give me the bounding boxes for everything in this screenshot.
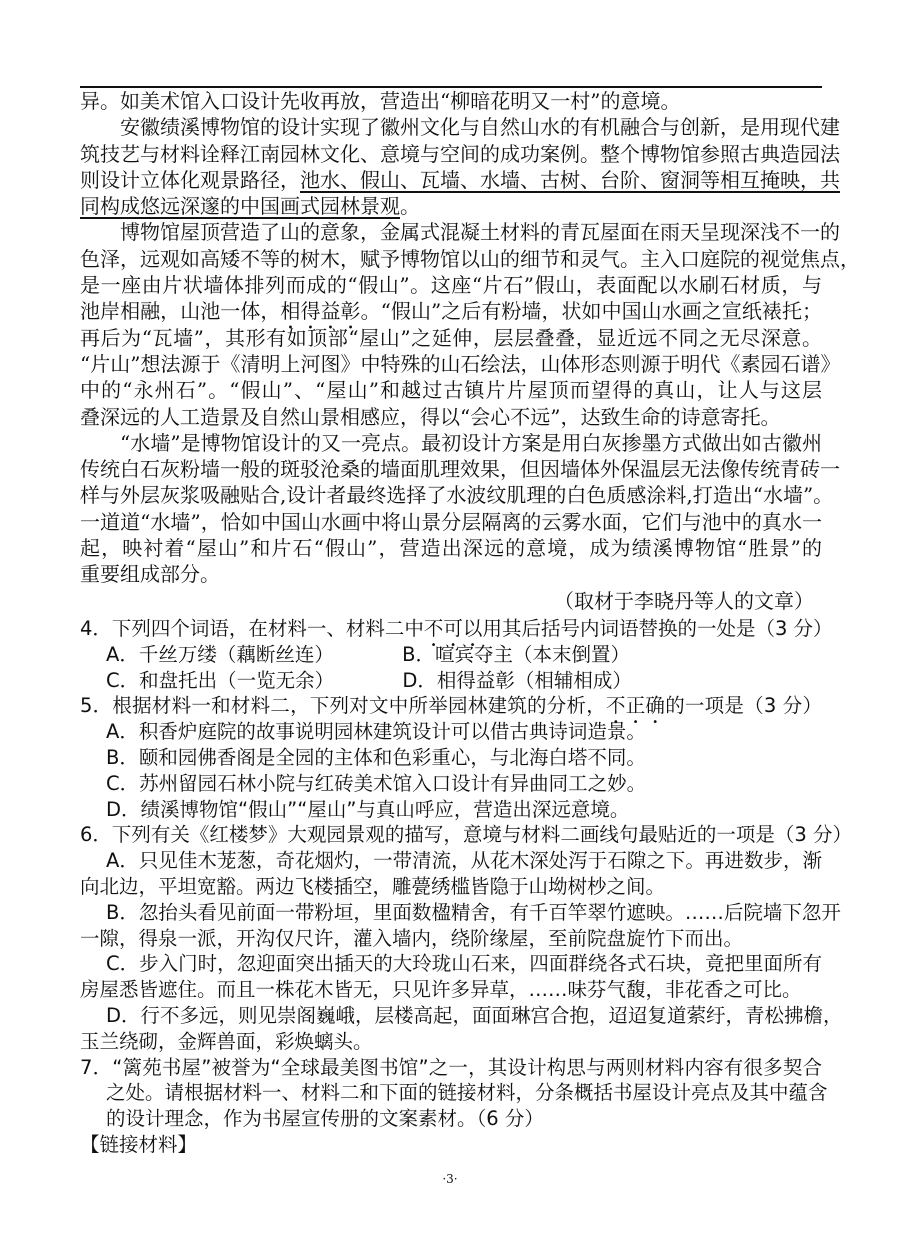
- text-segment: 房屋悉皆遮住。而且一株花木皆无，只见许多异草，……味芬气馥，非花香之可比。: [80, 978, 802, 1002]
- text-segment: B．颐和园佛香阁是全园的主体和色彩重心，与北海白塔不同。: [106, 745, 646, 769]
- emphasized-text: 相得益彰: [280, 299, 361, 324]
- text-segment: 安徽绩溪博物馆的设计实现了徽州文化与自然山水的有机融合与创新，是用现代建: [120, 115, 840, 140]
- text-segment: 。: [400, 194, 420, 219]
- question-line: [80, 1055, 822, 1081]
- text-segment: 玉兰绕砌，金辉兽面，彩焕螭头。: [80, 1029, 373, 1053]
- text-segment: “水墙”是博物馆设计的又一亮点。最初设计方案是用白灰掺墨方式做出如古徽州: [120, 430, 822, 455]
- text-segment: 向北边，平坦宽豁。两边飞楼插空，雕甍绣槛皆隐于山坳树杪之间。: [80, 874, 666, 898]
- question-line: [80, 1080, 828, 1106]
- passage-line: [80, 561, 822, 587]
- passage-line: [80, 167, 840, 193]
- text-segment: “片山”想法源于《清明上河图》中特殊的山石绘法，山体形态则源于明代《素园石谱》: [80, 351, 841, 376]
- text-segment: 中的“永州石”。“假山”、“屋山”和越过古镇片片屋顶而望得的真山，让人与这层: [80, 378, 822, 403]
- question-line: [80, 900, 841, 926]
- emphasized-text: 不可以: [423, 617, 483, 640]
- passage-line: [80, 219, 840, 245]
- passage-line: [80, 325, 822, 351]
- question-line: [80, 797, 822, 823]
- question-line: [80, 1132, 822, 1158]
- text-segment: 5．根据材料一和材料二，下列对文中所举园林建筑的分析，: [80, 694, 606, 718]
- text-segment: D．行不多远，则见崇阁巍峨，层楼高起，面面琳宫合抱，迢迢复道萦纡，青松拂檐，: [106, 1003, 843, 1027]
- emphasized-text: 不正确: [605, 694, 666, 718]
- passage-line: [80, 404, 822, 430]
- text-segment: 7．“篱苑书屋”被誉为“全球最美图书馆”之一，其设计构思与两则材料内容有很多契合: [80, 1055, 822, 1079]
- question-line: [80, 874, 822, 900]
- text-segment: 再后为“瓦墙”，其形有如顶部“屋山”之延伸，层层叠叠，显近远不同之无尽深意。: [80, 325, 822, 350]
- text-segment: 的设计理念，作为书屋宣传册的文案素材。（6 分）: [106, 1107, 544, 1131]
- question-line: [80, 745, 822, 771]
- text-segment: 一道道“水墙”，恰如中国山水画中将山景分层隔离的云雾水面，它们与池中的真水一: [80, 509, 822, 534]
- text-segment: 是一座由片状墙体排列而成的“假山”。这座“片石”假山，表面配以水刷石材质，与: [80, 273, 822, 298]
- text-segment: 样与外层灰浆吸融贴合,设计者最终选择了水波纹肌理的白色质感涂料,打造出“水墙”。: [80, 483, 834, 508]
- text-segment: 一隙，得泉一派，开沟仅尺许，灌入墙内，绕阶缘屋，至前院盘旋竹下而出。: [80, 926, 744, 950]
- text-segment: A．千丝万缕（藕断丝连） B．喧宾夺主（本末倒置）: [106, 642, 630, 666]
- underlined-text: 同构成悠远深邃的中国画式园林景观: [80, 194, 400, 219]
- text-segment: 叠深远的人工造景及自然山景相感应，得以“会心不远”，达致生命的诗意寄托。: [80, 404, 781, 429]
- passage-line: [80, 114, 840, 140]
- questions-section: [80, 616, 853, 1158]
- text-segment: 传统白石灰粉墙一般的斑驳沧桑的墙面肌理效果，但因墙体外保温层无法像传统青砖一: [80, 457, 840, 482]
- passage-line: [80, 88, 822, 114]
- text-segment: 筑技艺与材料诠释江南园林文化、意境与空间的成功案例。整个博物馆参照古典造园法: [80, 141, 840, 166]
- question-line: [80, 848, 822, 874]
- text-segment: A．积香炉庭院的故事说明园林建筑设计可以借古典诗词造景。: [106, 720, 646, 744]
- text-segment: C．苏州留园石林小院与红砖美术馆入口设计有异曲同工之妙。: [106, 771, 647, 795]
- question-line: [80, 951, 822, 977]
- page-number: ·3·: [442, 1172, 458, 1186]
- text-segment: 则设计立体化观景路径，: [80, 167, 300, 192]
- text-segment: 的一项是（3 分）: [665, 694, 822, 718]
- passage-line: [80, 246, 860, 272]
- passage-line: [80, 351, 841, 377]
- question-line: [80, 1029, 822, 1055]
- passage-line: [80, 588, 822, 614]
- text-segment: 池岸相融，山池一体，: [80, 299, 281, 324]
- question-line: [80, 771, 822, 797]
- text-segment: 【链接材料】: [80, 1132, 198, 1156]
- text-segment: 之处。请根据材料一、材料二和下面的链接材料，分条概括书屋设计亮点及其中蕴含: [106, 1081, 828, 1105]
- question-line: [80, 642, 822, 668]
- passage-line: [80, 509, 822, 535]
- passage-line: [80, 141, 840, 167]
- question-line: [80, 719, 822, 745]
- text-segment: 重要组成部分。: [80, 562, 220, 587]
- text-segment: B．忽抬头看见前面一带粉垣，里面数楹精舍，有千百竿翠竹遮映。……后院墙下忽开: [106, 900, 841, 924]
- passage-line: [80, 535, 822, 561]
- question-line: [80, 822, 853, 848]
- question-line: [80, 693, 822, 719]
- text-segment: 用其后括号内词语替换的一处是（3 分）: [482, 617, 833, 640]
- text-segment: 色泽，远观如高矮不等的树木，赋予博物馆以山的细节和灵气。主入口庭院的视觉焦点，: [80, 246, 860, 271]
- passage-line: [80, 456, 840, 482]
- text-segment: D．绩溪博物馆“假山”“屋山”与真山呼应，营造出深远意境。: [106, 797, 630, 821]
- passage-line: [80, 377, 822, 403]
- text-segment: 异。如美术馆入口设计先收再放，营造出“柳暗花明又一村”的意境。: [80, 89, 681, 113]
- question-line: [80, 1003, 843, 1029]
- text-segment: 博物馆屋顶营造了山的意象，金属式混凝土材料的青瓦屋面在雨天呈现深浅不一的: [120, 220, 840, 245]
- text-segment: 6．下列有关《红楼梦》大观园景观的描写，意境与材料二画线句最贴近的一项是（3 分）: [80, 823, 853, 847]
- text-segment: C．和盘托出（一览无余） D．相得益彰（相辅相成）: [106, 668, 632, 692]
- question-line: [80, 926, 822, 952]
- underlined-text: 池水、假山、瓦墙、水墙、古树、台阶、窗洞等相互掩映，共: [300, 167, 840, 192]
- question-line: [80, 616, 833, 642]
- passage-line: [80, 298, 822, 324]
- text-segment: 4．下列四个词语，在材料一、材料二中: [80, 617, 424, 640]
- passage-line: [80, 193, 822, 219]
- passage-line: [80, 430, 822, 456]
- question-line: [80, 977, 822, 1003]
- question-line: [80, 1106, 822, 1132]
- text-segment: 。“假山”之后有粉墙，状如中国山水画之宣纸裱托；: [360, 299, 823, 324]
- passage-line: [80, 482, 834, 508]
- text-segment: 起，映衬着“屋山”和片石“假山”，营造出深远的意境，成为绩溪博物馆“胜景”的: [80, 536, 822, 561]
- text-segment: A．只见佳木茏葱，奇花烟灼，一带清流，从花木深处泻于石隙之下。再进数步，渐: [106, 849, 822, 873]
- passage-line: [80, 272, 822, 298]
- text-segment: （取材于李晓丹等人的文章）: [554, 588, 814, 613]
- passage-text: [80, 88, 860, 614]
- question-line: [80, 668, 822, 694]
- text-segment: C．步入门时，忽迎面突出插天的大玲珑山石来，四面群绕各式石块，竟把里面所有: [106, 952, 822, 976]
